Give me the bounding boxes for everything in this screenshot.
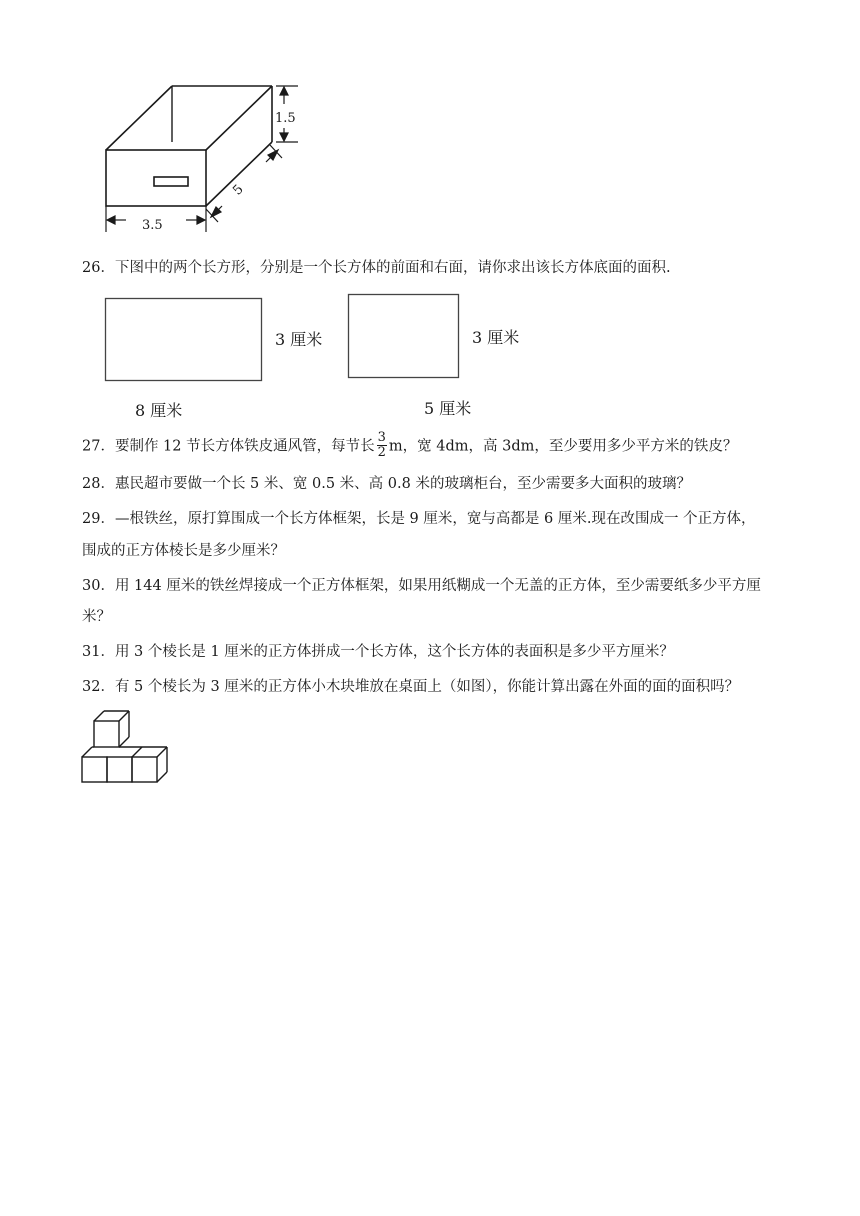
q27-after: m，宽 4dm，高 3dm，至少要用多少平方米的铁皮？	[388, 438, 738, 455]
question-29-line1: 29．—根铁丝，原打算围成一个长方体框架，长是 9 厘米，宽与高都是 6 厘米.现在改围成一 个正方体，	[82, 511, 756, 527]
height-label: 1.5	[275, 111, 296, 126]
question-30-line1: 30．用 144 厘米的铁丝焊接成一个正方体框架，如果用纸糊成一个无盖的正方体，至少需要纸多少平方厘	[82, 578, 761, 594]
question-30-line2: 米？	[82, 609, 111, 625]
question-27	[82, 432, 737, 461]
question-28: 28．惠民超市要做一个长 5 米、宽 0.5 米、高 0.8 米的玻璃柜台，至少需要多大面积的玻璃？	[82, 476, 691, 492]
depth-label: 5	[230, 182, 247, 199]
fraction-numerator: 3	[377, 430, 386, 445]
stacked-cubes-figure	[78, 708, 178, 788]
question-29-line2: 围成的正方体棱长是多少厘米？	[82, 543, 285, 559]
rect1-height-label: 3 厘米	[275, 330, 323, 349]
rect1-width-label: 8 厘米	[135, 401, 183, 420]
question-32: 32．有 5 个棱长为 3 厘米的正方体小木块堆放在桌面上（如图），你能计算出露在外面的面的面积吗？	[82, 679, 740, 695]
q27-before: 27．要制作 12 节长方体铁皮通风管，每节长	[82, 438, 375, 455]
question-26: 26．下图中的两个长方形，分别是一个长方体的前面和右面，请你求出该长方体底面的面积.	[82, 260, 671, 276]
fraction	[377, 431, 387, 460]
rect2-width-label: 5 厘米	[424, 399, 472, 418]
open-box-figure	[95, 78, 315, 238]
question-31: 31．用 3 个棱长是 1 厘米的正方体拼成一个长方体，这个长方体的表面积是多少平方厘米？	[82, 644, 674, 660]
length-label: 3.5	[142, 218, 163, 233]
fraction-denominator: 2	[377, 445, 386, 460]
rect2-height-label: 3 厘米	[472, 328, 520, 347]
